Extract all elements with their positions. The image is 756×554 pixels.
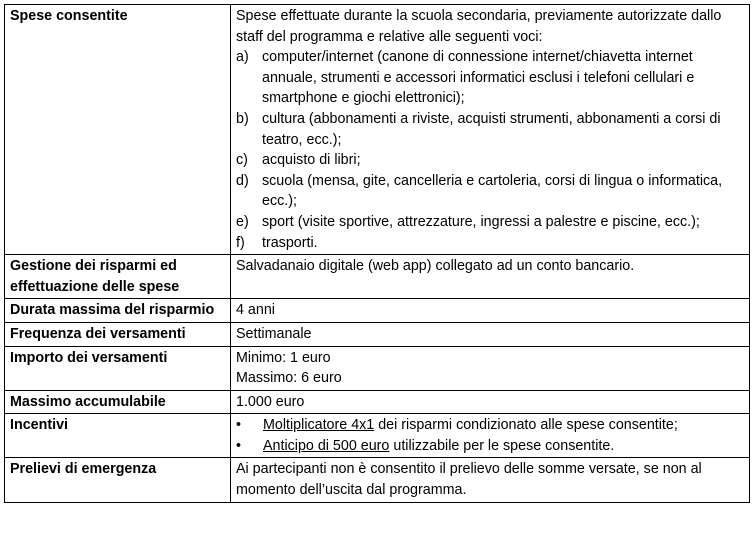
incentive-rest: utilizzabile per le spese consentite.	[389, 437, 615, 454]
row-value	[231, 5, 750, 255]
list-text: cultura (abbonamenti a riviste, acquisti strumenti, abbonamenti a corsi di teatro, ecc.);	[262, 110, 721, 148]
list-text: scuola (mensa, gite, cancelleria e cartoleria, corsi di lingua o informatica, ecc.);	[262, 172, 723, 210]
table-row	[5, 414, 750, 458]
importo-min: Minimo: 1 euro	[236, 349, 331, 366]
table-row	[5, 346, 750, 390]
table-row	[5, 255, 750, 299]
row-value	[231, 346, 750, 390]
row-label: Frequenza dei versamenti	[5, 322, 231, 346]
row-label: Incentivi	[5, 414, 231, 458]
table-row	[5, 322, 750, 346]
list-marker: b)	[236, 110, 249, 127]
row-label: Spese consentite	[5, 5, 231, 255]
spese-intro: Spese effettuate durante la scuola secondaria, previamente autorizzate dallo staff del programma e relative alle seguenti voci:	[236, 8, 722, 45]
list-item	[236, 212, 745, 233]
list-text: sport (visite sportive, attrezzature, ingressi a palestre e piscine, ecc.);	[262, 213, 700, 230]
list-marker: f)	[236, 234, 245, 251]
list-text: computer/internet (canone di connessione internet/chiavetta internet annuale, strumenti e accessori informatici esclusi i telefoni cellulari e smartphone e giochi elettronici);	[262, 49, 695, 107]
row-value: 1.000 euro	[231, 390, 750, 414]
row-value: Ai partecipanti non è consentito il prelievo delle somme versate, se non al momento dell’uscita dal programma.	[231, 458, 750, 502]
list-item	[236, 233, 745, 254]
bullet-icon: •	[236, 417, 242, 434]
incentive-rest: dei risparmi condizionato alle spese consentite;	[374, 417, 678, 434]
table-row	[5, 299, 750, 323]
bullet-icon: •	[236, 437, 242, 454]
bullet-item	[236, 415, 745, 436]
program-details-table	[4, 4, 750, 503]
list-item	[236, 109, 745, 150]
list-item	[236, 171, 745, 212]
table-row	[5, 458, 750, 502]
bullet-text	[263, 436, 745, 457]
bullet-item	[236, 436, 745, 457]
row-value: Salvadanaio digitale (web app) collegato ad un conto bancario.	[231, 255, 750, 299]
list-marker: e)	[236, 213, 249, 230]
list-text: acquisto di libri;	[262, 152, 361, 169]
row-label: Gestione dei risparmi ed effettuazione delle spese	[5, 255, 231, 299]
list-marker: c)	[236, 152, 248, 169]
table-row	[5, 390, 750, 414]
list-marker: a)	[236, 49, 249, 66]
row-value: 4 anni	[231, 299, 750, 323]
incentive-highlight: Anticipo di 500 euro	[263, 437, 390, 454]
row-label: Massimo accumulabile	[5, 390, 231, 414]
list-text: trasporti.	[262, 234, 318, 251]
importo-max: Massimo: 6 euro	[236, 370, 342, 387]
list-item	[236, 47, 745, 109]
row-value: Settimanale	[231, 322, 750, 346]
row-value	[231, 414, 750, 458]
row-label: Durata massima del risparmio	[5, 299, 231, 323]
list-marker: d)	[236, 172, 249, 189]
row-label: Prelievi di emergenza	[5, 458, 231, 502]
list-item	[236, 150, 745, 171]
bullet-text	[263, 415, 745, 436]
table-row	[5, 5, 750, 255]
row-label: Importo dei versamenti	[5, 346, 231, 390]
incentive-highlight: Moltiplicatore 4x1	[263, 417, 375, 434]
